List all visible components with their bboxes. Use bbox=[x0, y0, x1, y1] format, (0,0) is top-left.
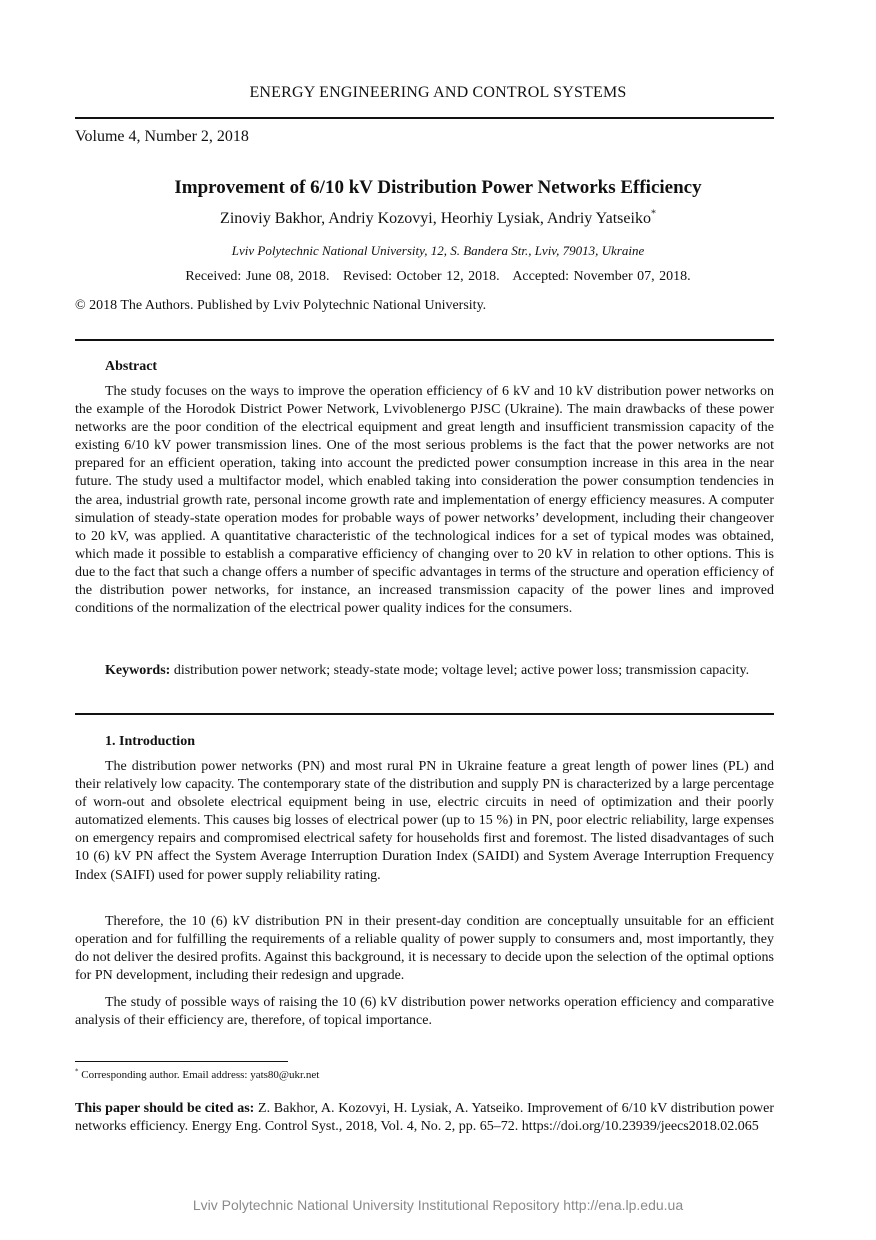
authors-text: Zinoviy Bakhor, Andriy Kozovyi, Heorhiy Lysiak, Andriy Yatseiko bbox=[220, 210, 651, 227]
footnote-mark: * bbox=[75, 1067, 79, 1076]
intro-top-rule bbox=[75, 713, 774, 715]
volume-info: Volume 4, Number 2, 2018 bbox=[75, 128, 249, 145]
keywords bbox=[75, 662, 774, 680]
abstract-heading: Abstract bbox=[105, 359, 158, 374]
copyright-notice: © 2018 The Authors. Published by Lviv Polytechnic National University. bbox=[75, 298, 487, 313]
paper-title: Improvement of 6/10 kV Distribution Power Networks Efficiency bbox=[174, 177, 702, 198]
repository-footer: Lviv Polytechnic National University Institutional Repository http://ena.lp.edu.ua bbox=[192, 1197, 684, 1213]
introduction-heading: 1. Introduction bbox=[105, 734, 195, 749]
keywords-text: distribution power network; steady-state mode; voltage level; active power loss; transmission capacity. bbox=[173, 663, 750, 678]
revised-date: Revised: October 12, 2018. bbox=[342, 269, 500, 284]
footnote-text: Corresponding author. Email address: yats80@ukr.net bbox=[81, 1069, 320, 1081]
intro-paragraph-1: The distribution power networks (PN) and most rural PN in Ukraine feature a great length of power lines (PL) and their relatively low capacity. The contemporary state of the distribution and supply PN is characterized by a large percentage of worn-out and obsolete electrical equipment being in use, electric circuits in need of optimization and their poorly automatized elements. This causes big losses of electrical power (up to 15 %) in PN, poor electric reliability, large expenses on emergency repairs and compromised electrical safety for households first and foremost. The listed disadvantages of such 10 (6) kV PN affect the System Average Interruption Duration Index (SAIDI) and System Average Interruption Frequency Index (SAIFI) used for power supply reliability rating. bbox=[75, 759, 774, 883]
affiliation: Lviv Polytechnic National University, 12, S. Bandera Str., Lviv, 79013, Ukraine bbox=[231, 243, 645, 258]
publication-dates bbox=[0, 269, 876, 285]
corresponding-mark: * bbox=[650, 208, 656, 220]
citation-text: Z. Bakhor, A. Kozovyi, H. Lysiak, A. Yatseiko. Improvement of 6/10 kV distribution power networks efficiency. Energy Eng. Control Syst., 2018, Vol. 4, No. 2, pp. 65–72. https://doi.org/10.23939/jeecs2018.02.065 bbox=[75, 1101, 775, 1135]
intro-paragraph-2: Therefore, the 10 (6) kV distribution PN in their present-day condition are conceptually unsuitable for an efficient operation and for fulfilling the requirements of a reliable quality of power supply to consumers and, most importantly, they do not deliver the desired profits. Against this background, it is necessary to decide upon the selection of the optimal options for PN development, including their redesign and upgrade. bbox=[75, 914, 774, 984]
received-date: Received: June 08, 2018. bbox=[185, 269, 330, 284]
footnote bbox=[75, 1069, 319, 1081]
abstract-top-rule bbox=[75, 339, 774, 341]
keywords-label: Keywords: bbox=[105, 663, 171, 678]
accepted-date: Accepted: November 07, 2018. bbox=[512, 269, 691, 284]
citation-label: This paper should be cited as: bbox=[75, 1101, 255, 1116]
abstract-text: The study focuses on the ways to improve the operation efficiency of 6 kV and 10 kV distribution power networks on the example of the Horodok District Power Network, Lvivoblenergo PJSC (Ukraine). The main drawbacks of these power networks are the poor condition of the electrical equipment and great length and insufficient transmission capacity of the existing 6/10 kV power transmission lines. One of the most serious problems is the fact that the power networks are not prepared for an efficient operation, taking into account the predicted power consumption increase in this area in the near future. The study used a multifactor model, which enabled taking into consideration the power consumption tendencies in the area, industrial growth rate, personal income growth rate and implementation of energy efficiency measures. A computer simulation of steady-state operation modes for probable ways of power networks’ development, including their changeover to 20 kV, was applied. A quantitative characteristic of the technological indices for a set of typical modes was obtained, which made it possible to establish a comparative efficiency of changing over to 20 kV in relation to other options. This is due to the fact that such a change offers a number of specific advantages in terms of the structure and operation efficiency of the distribution power networks, for instance, an increased transmission capacity of the power lines and improved conditions of the normalization of the electrical power quality indices for the consumers. bbox=[75, 384, 774, 617]
intro-paragraph-3: The study of possible ways of raising the 10 (6) kV distribution power networks operation efficiency and comparative analysis of their efficiency are, therefore, of topical importance. bbox=[75, 995, 774, 1029]
header-rule bbox=[75, 117, 774, 119]
footnote-rule bbox=[75, 1061, 288, 1062]
author-list bbox=[0, 210, 876, 228]
journal-name: ENERGY ENGINEERING AND CONTROL SYSTEMS bbox=[249, 84, 627, 101]
citation-block bbox=[75, 1100, 774, 1137]
